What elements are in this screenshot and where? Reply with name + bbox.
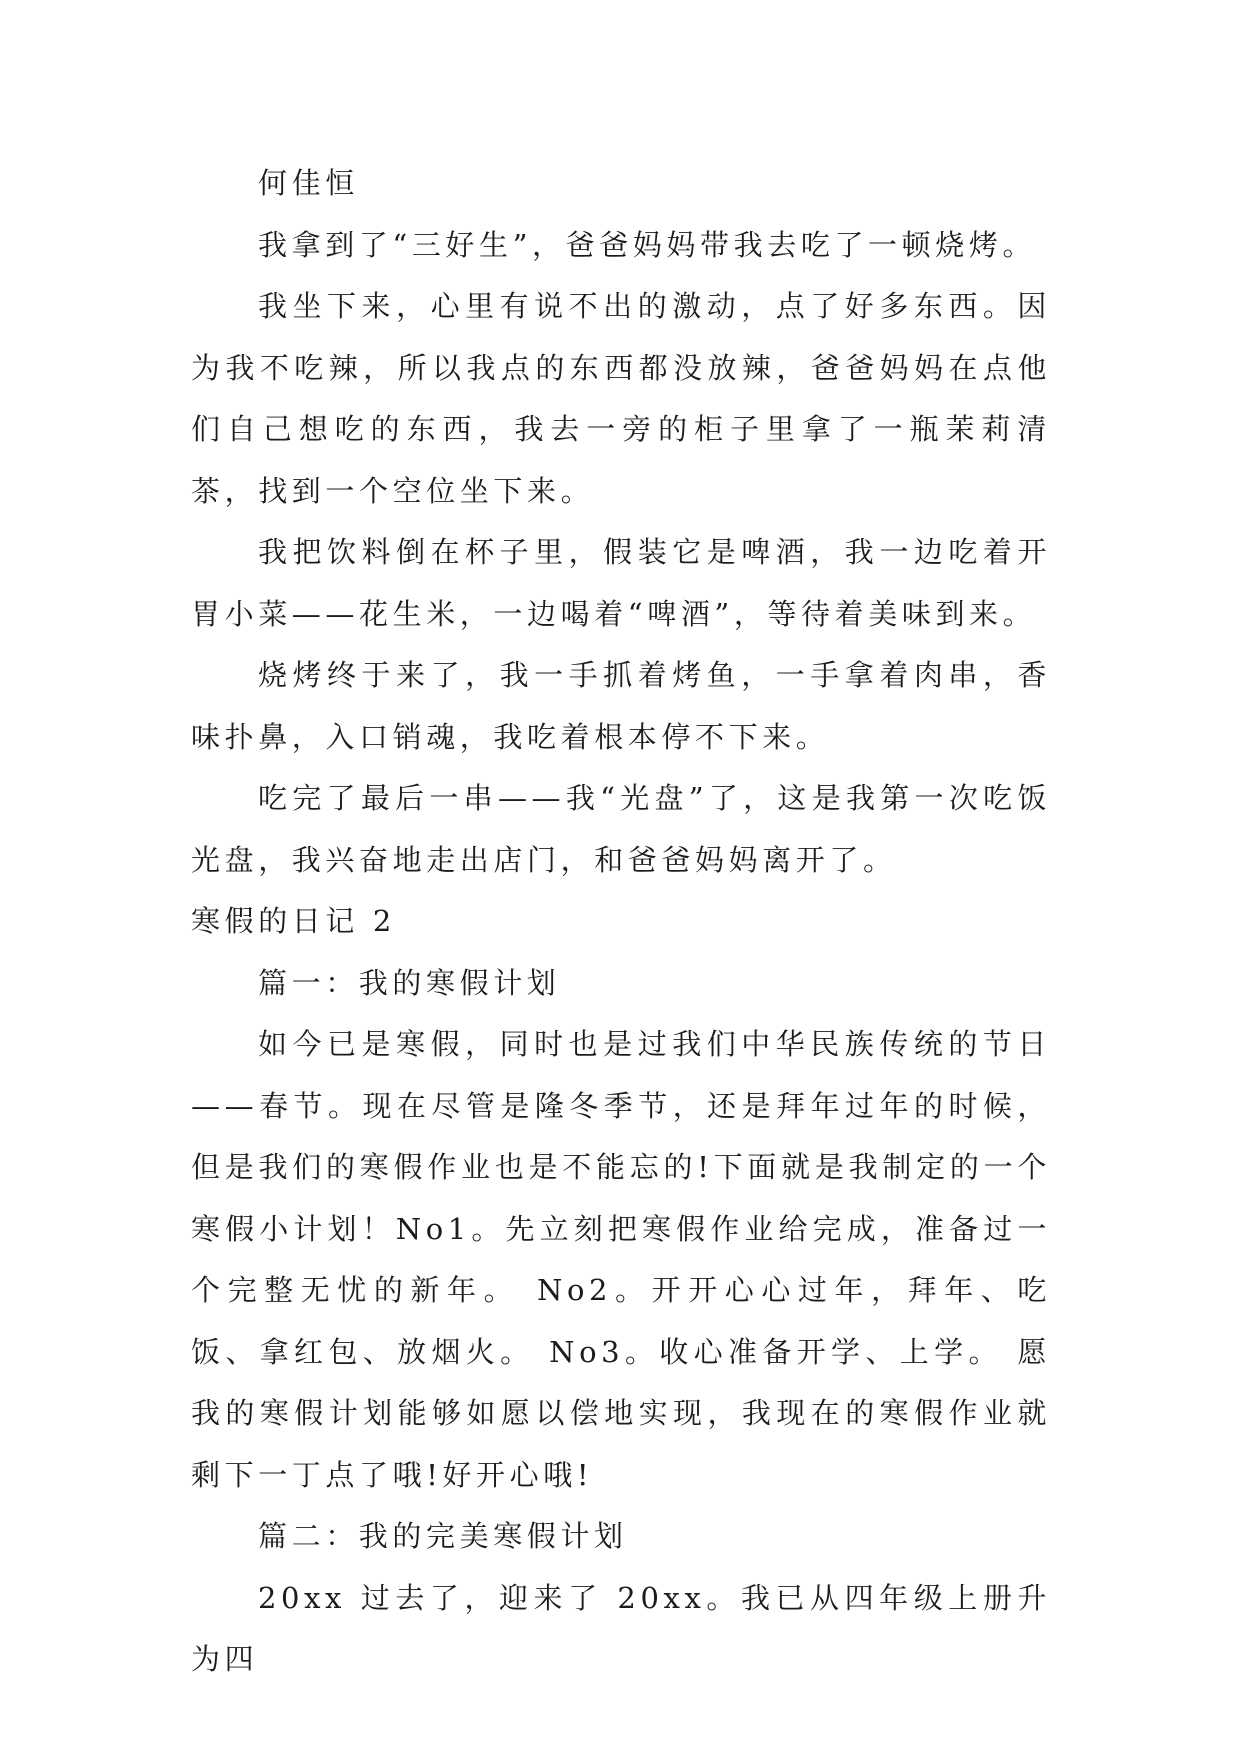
paragraph: 20xx 过去了，迎来了 20xx。我已从四年级上册升为四 [191,1580,1051,1676]
document-body [191,153,1051,1691]
section-heading: 寒假的日记 2 [191,904,396,938]
subsection-heading: 篇一：我的寒假计划 [258,965,561,1000]
paragraph: 我把饮料倒在杯子里，假装它是啤酒，我一边吃着开胃小菜——花生米，一边喝着“啤酒”，等待着美味到来。 [191,535,1051,631]
paragraph: 如今已是寒假，同时也是过我们中华民族传统的节日——春节。现在尽管是隆冬季节，还是拜年过年的时候，但是我们的寒假作业也是不能忘的!下面就是我制定的一个寒假小计划！No1。先立刻把寒假作业给完成，准备过一个完整无忧的新年。 No2。开开心心过年，拜年、吃饭、拿红包、放烟火。 No3。收心准备开学、上学。 愿我的寒假计划能够如愿以偿地实现，我现在的寒假作业就剩下一丁点了哦!好开心哦! [191,1027,1051,1492]
paragraph: 我拿到了“三好生”，爸爸妈妈带我去吃了一顿烧烤。 [258,227,1037,262]
subsection-heading: 篇二：我的完美寒假计划 [258,1519,628,1553]
paragraph: 烧烤终于来了，我一手抓着烤鱼，一手拿着肉串，香味扑鼻，入口销魂，我吃着根本停不下来。 [191,658,1051,754]
paragraph: 吃完了最后一串——我“光盘”了，这是我第一次吃饭光盘，我兴奋地走出店门，和爸爸妈妈离开了。 [191,781,1051,877]
paragraph: 我坐下来，心里有说不出的激动，点了好多东西。因为我不吃辣，所以我点的东西都没放辣，爸爸妈妈在点他们自己想吃的东西，我去一旁的柜子里拿了一瓶茉莉清茶，找到一个空位坐下来。 [191,289,1051,508]
author-line: 何佳恒 [258,166,359,200]
